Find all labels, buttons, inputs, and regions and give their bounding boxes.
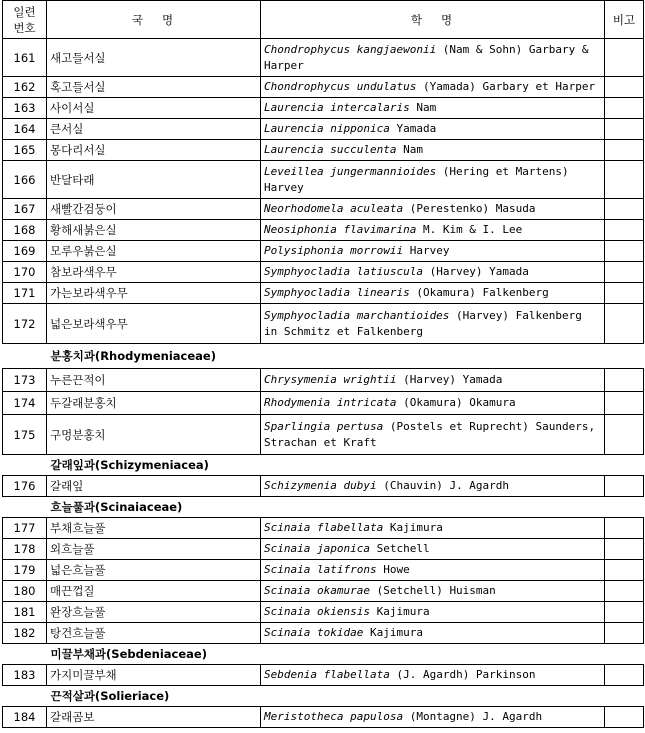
scientific-name-cell [261, 199, 605, 220]
scientific-name-italic: Chrysymenia wrightii [264, 373, 397, 386]
species-row [3, 98, 644, 119]
scientific-name-cell [261, 119, 605, 140]
note-cell [605, 262, 644, 283]
family-note-cell [605, 497, 644, 518]
korean-name-cell: 가는보라색우무 [47, 283, 261, 304]
korean-name-cell: 매끈껍질 [47, 581, 261, 602]
header-serial-no-line2: 번호 [13, 20, 36, 35]
species-row [3, 539, 644, 560]
korean-name-cell: 외흐늘풀 [47, 539, 261, 560]
note-cell [605, 161, 644, 199]
scientific-name-author: Howe [376, 563, 410, 576]
species-row [3, 707, 644, 728]
scientific-name-author: Kajimura [383, 521, 443, 534]
korean-name-cell: 갈래잎 [47, 476, 261, 497]
family-name-cell: 흐늘풀과(Scinaiaceae) [3, 497, 605, 518]
korean-name-cell: 반달타래 [47, 161, 261, 199]
species-table [2, 0, 644, 728]
family-note-cell [605, 344, 644, 369]
header-serial-no [3, 1, 47, 39]
scientific-name-author: (Montagne) J. Agardh [403, 710, 543, 723]
family-note-cell [605, 644, 644, 665]
serial-number-cell: 173 [3, 369, 47, 392]
scientific-name-cell [261, 39, 605, 77]
family-name-cell: 갈래잎과(Schizymeniacea) [3, 455, 605, 476]
scientific-name-italic: Polysiphonia morrowii [264, 244, 404, 257]
scientific-name-cell [261, 304, 605, 344]
scientific-name-cell [261, 518, 605, 539]
scientific-name-author: Nam [409, 101, 437, 114]
scientific-name-author: Setchell [369, 542, 430, 555]
note-cell [605, 199, 644, 220]
scientific-name-author: (Okamura) Falkenberg [409, 286, 549, 299]
species-row [3, 581, 644, 602]
scientific-name-italic: Neosiphonia flavimarina [264, 223, 417, 236]
species-row [3, 262, 644, 283]
family-row [3, 644, 644, 665]
scientific-name-italic: Sparlingia pertusa [264, 419, 384, 433]
scientific-name-author: (J. Agardh) Parkinson [389, 668, 536, 681]
scientific-name-cell [261, 161, 605, 199]
scientific-name-author: Kajimura [363, 626, 423, 639]
korean-name-cell: 큰서실 [47, 119, 261, 140]
scientific-name-italic: Laurencia intercalaris [264, 101, 410, 114]
species-row [3, 77, 644, 98]
note-cell [605, 415, 644, 455]
korean-name-cell: 혹고들서실 [47, 77, 261, 98]
scientific-name-italic: Scinaia okamurae [264, 584, 370, 597]
korean-name-cell: 넓은흐늘풀 [47, 560, 261, 581]
korean-name-cell: 가지미끌부채 [47, 665, 261, 686]
note-cell [605, 392, 644, 415]
serial-number-cell: 161 [3, 39, 47, 77]
serial-number-cell: 166 [3, 161, 47, 199]
scientific-name-author: (Harvey) Yamada [422, 265, 529, 278]
korean-name-cell: 사이서실 [47, 98, 261, 119]
family-row [3, 455, 644, 476]
korean-name-cell: 부채흐늘풀 [47, 518, 261, 539]
species-row [3, 415, 644, 455]
species-row [3, 602, 644, 623]
korean-name-cell: 넓은보라색우무 [47, 304, 261, 344]
serial-number-cell: 179 [3, 560, 47, 581]
serial-number-cell: 184 [3, 707, 47, 728]
species-row [3, 161, 644, 199]
scientific-name-author: Nam [396, 143, 423, 156]
scientific-name-author: M. Kim & I. Lee [416, 223, 523, 236]
family-row [3, 344, 644, 369]
family-name-cell: 미끌부채과(Sebdeniaceae) [3, 644, 605, 665]
species-row [3, 304, 644, 344]
korean-name-cell: 새빨간검둥이 [47, 199, 261, 220]
scientific-name-italic: Chondrophycus undulatus [264, 80, 417, 93]
scientific-name-cell [261, 77, 605, 98]
korean-name-cell: 황해새붉은실 [47, 220, 261, 241]
scientific-name-author: Kajimura [369, 605, 430, 618]
note-cell [605, 665, 644, 686]
scientific-name-italic: Symphyocladia latiuscula [264, 265, 423, 278]
scientific-name-italic: Scinaia tokidae [264, 626, 364, 639]
korean-name-cell: 완장흐늘풀 [47, 602, 261, 623]
family-row [3, 497, 644, 518]
scientific-name-italic: Scinaia flabellata [264, 521, 384, 534]
species-row [3, 119, 644, 140]
header-korean-name: 국 명 [47, 1, 261, 39]
scientific-name-cell [261, 392, 605, 415]
species-row [3, 39, 644, 77]
scientific-name-italic: Schizymenia dubyi [264, 479, 377, 492]
scientific-name-author: (Chauvin) J. Agardh [376, 479, 510, 492]
scientific-name-cell [261, 623, 605, 644]
scientific-name-cell [261, 602, 605, 623]
species-row [3, 623, 644, 644]
scientific-name-italic: Chondrophycus kangjaewonii [264, 42, 437, 56]
serial-number-cell: 169 [3, 241, 47, 262]
korean-name-cell: 구멍분홍치 [47, 415, 261, 455]
species-row [3, 560, 644, 581]
serial-number-cell: 181 [3, 602, 47, 623]
scientific-name-author: (Hering et Martens) Harvey [264, 164, 569, 194]
scientific-name-italic: Rhodymenia intricata [264, 396, 397, 409]
serial-number-cell: 162 [3, 77, 47, 98]
serial-number-cell: 172 [3, 304, 47, 344]
note-cell [605, 283, 644, 304]
scientific-name-italic: Sebdenia flabellata [264, 668, 390, 681]
note-cell [605, 707, 644, 728]
note-cell [605, 77, 644, 98]
korean-name-cell: 참보라색우무 [47, 262, 261, 283]
scientific-name-author: Harvey [403, 244, 450, 257]
table-body [3, 39, 644, 728]
korean-name-cell: 새고들서실 [47, 39, 261, 77]
scientific-name-cell [261, 415, 605, 455]
note-cell [605, 518, 644, 539]
note-cell [605, 140, 644, 161]
table-header-row [3, 1, 644, 39]
scientific-name-author: Yamada [389, 122, 437, 135]
serial-number-cell: 165 [3, 140, 47, 161]
serial-number-cell: 170 [3, 262, 47, 283]
family-name-cell: 끈적살과(Solieriace) [3, 686, 605, 707]
scientific-name-cell [261, 98, 605, 119]
note-cell [605, 623, 644, 644]
scientific-name-italic: Neorhodomela aculeata [264, 202, 404, 215]
serial-number-cell: 178 [3, 539, 47, 560]
scientific-name-italic: Scinaia japonica [264, 542, 370, 555]
scientific-name-cell [261, 369, 605, 392]
scientific-name-cell [261, 560, 605, 581]
serial-number-cell: 177 [3, 518, 47, 539]
scientific-name-author: (Harvey) Yamada [396, 373, 503, 386]
serial-number-cell: 176 [3, 476, 47, 497]
note-cell [605, 539, 644, 560]
scientific-name-italic: Scinaia okiensis [264, 605, 370, 618]
species-row [3, 199, 644, 220]
serial-number-cell: 163 [3, 98, 47, 119]
scientific-name-author: (Postels et Ruprecht) Saunders, Strachan et Kraft [264, 419, 596, 449]
family-row [3, 686, 644, 707]
korean-name-cell: 두갈래분홍치 [47, 392, 261, 415]
note-cell [605, 476, 644, 497]
scientific-name-italic: Meristotheca papulosa [264, 710, 404, 723]
species-row [3, 369, 644, 392]
species-row [3, 220, 644, 241]
scientific-name-cell [261, 140, 605, 161]
scientific-name-cell [261, 707, 605, 728]
scientific-name-italic: Scinaia latifrons [264, 563, 377, 576]
scientific-name-author: (Perestenko) Masuda [403, 202, 536, 215]
scientific-name-cell [261, 262, 605, 283]
scientific-name-cell [261, 241, 605, 262]
note-cell [605, 220, 644, 241]
family-name-cell: 분홍치과(Rhodymeniaceae) [3, 344, 605, 369]
species-row [3, 665, 644, 686]
species-row [3, 283, 644, 304]
scientific-name-italic: Symphyocladia marchantioides [264, 308, 450, 322]
scientific-name-cell [261, 581, 605, 602]
scientific-name-author: (Yamada) Garbary et Harper [416, 80, 596, 93]
family-note-cell [605, 686, 644, 707]
scientific-name-italic: Laurencia succulenta [264, 143, 397, 156]
scientific-name-author: (Nam & Sohn) Garbary & Harper [264, 42, 589, 72]
scientific-name-italic: Leveillea jungermannioides [264, 164, 437, 178]
korean-name-cell: 탕건흐늘풀 [47, 623, 261, 644]
scientific-name-cell [261, 539, 605, 560]
scientific-name-cell [261, 665, 605, 686]
scientific-name-italic: Laurencia nipponica [264, 122, 390, 135]
note-cell [605, 560, 644, 581]
note-cell [605, 98, 644, 119]
scientific-name-cell [261, 476, 605, 497]
serial-number-cell: 183 [3, 665, 47, 686]
scientific-name-author: (Harvey) Falkenberg in Schmitz et Falkenberg [264, 308, 582, 338]
note-cell [605, 304, 644, 344]
note-cell [605, 369, 644, 392]
scientific-name-author: (Okamura) Okamura [396, 396, 516, 409]
note-cell [605, 581, 644, 602]
serial-number-cell: 167 [3, 199, 47, 220]
scientific-name-cell [261, 220, 605, 241]
note-cell [605, 241, 644, 262]
korean-name-cell: 갈래곰보 [47, 707, 261, 728]
korean-name-cell: 누른끈적이 [47, 369, 261, 392]
serial-number-cell: 171 [3, 283, 47, 304]
header-note: 비고 [605, 1, 644, 39]
serial-number-cell: 175 [3, 415, 47, 455]
scientific-name-cell [261, 283, 605, 304]
serial-number-cell: 168 [3, 220, 47, 241]
header-serial-no-line1: 일련 [13, 4, 36, 19]
korean-name-cell: 몽다리서실 [47, 140, 261, 161]
species-row [3, 140, 644, 161]
scientific-name-author: (Setchell) Huisman [369, 584, 496, 597]
family-note-cell [605, 455, 644, 476]
species-row [3, 241, 644, 262]
note-cell [605, 602, 644, 623]
species-row [3, 392, 644, 415]
serial-number-cell: 180 [3, 581, 47, 602]
note-cell [605, 119, 644, 140]
header-scientific-name: 학 명 [261, 1, 605, 39]
species-row [3, 518, 644, 539]
note-cell [605, 39, 644, 77]
serial-number-cell: 164 [3, 119, 47, 140]
serial-number-cell: 174 [3, 392, 47, 415]
serial-number-cell: 182 [3, 623, 47, 644]
species-row [3, 476, 644, 497]
korean-name-cell: 모루우붉은실 [47, 241, 261, 262]
scientific-name-italic: Symphyocladia linearis [264, 286, 410, 299]
